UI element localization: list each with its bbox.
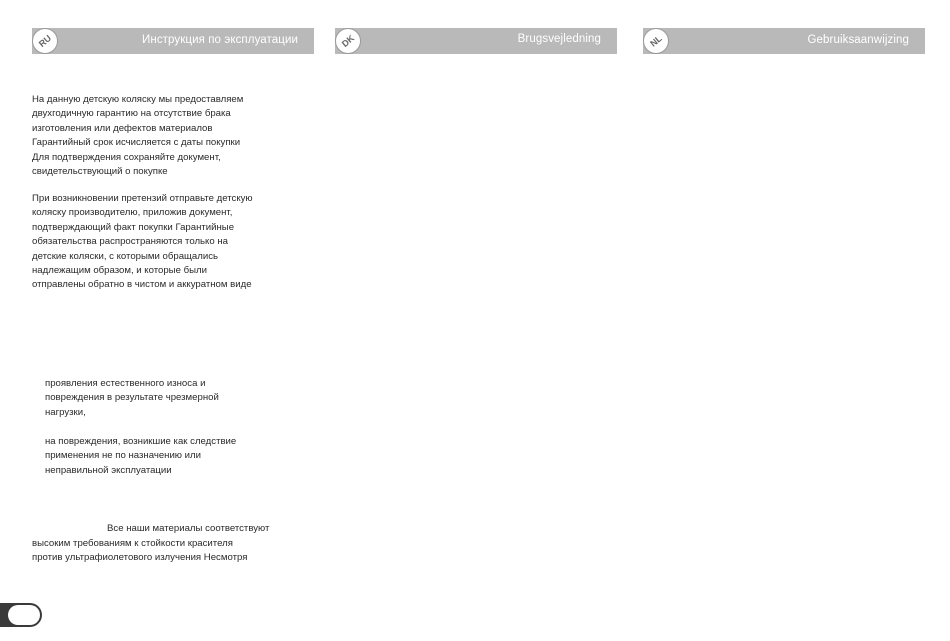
language-code-dk: DK bbox=[339, 32, 357, 50]
header-title-ru: Инструкция по эксплуатации bbox=[142, 34, 298, 46]
language-badge-ru bbox=[32, 28, 58, 54]
exclusion-item-wear: проявления естественного износа и повреждения в результате чрезмерной нагрузки, bbox=[45, 378, 219, 418]
materials-paragraph: высоким требованиям к стойкости красителя против ультрафиолетового излучения Несмотря bbox=[32, 538, 248, 564]
header-bar-ru bbox=[32, 28, 314, 54]
header-bar-dk bbox=[335, 28, 617, 54]
claims-paragraph: При возникновении претензий отправьте детскую коляску производителю, приложив документ, подтверждающий факт покупки Гарантийные обязательства распространяются только на детские коляски, с которыми обращались надлежащим образом, и которые были отправлены обратно в чистом и аккуратном виде bbox=[32, 193, 253, 291]
language-badge-dk bbox=[335, 28, 361, 54]
header-title-dk: Brugsvejledning bbox=[517, 33, 601, 45]
warranty-paragraph: На данную детскую коляску мы предоставляем двухгодичную гарантию на отсутствие брака изготовления или дефектов материалов Гарантийный срок исчисляется с даты покупки Для подтверждения сохраняйте документ, свидетельствующий о покупке bbox=[32, 94, 244, 178]
exclusion-item-misuse: на повреждения, возникшие как следствие применения не по назначению или неправильной эксплуатации bbox=[45, 436, 237, 476]
language-code-ru: RU bbox=[36, 32, 54, 50]
language-code-nl: NL bbox=[648, 33, 664, 49]
materials-paragraph-line1: Все наши материалы соответствуют bbox=[107, 523, 270, 534]
page-tab-marker bbox=[0, 603, 42, 627]
header-bar-nl bbox=[643, 28, 925, 54]
header-title-nl: Gebruiksaanwijzing bbox=[807, 34, 909, 46]
language-badge-nl bbox=[643, 28, 669, 54]
